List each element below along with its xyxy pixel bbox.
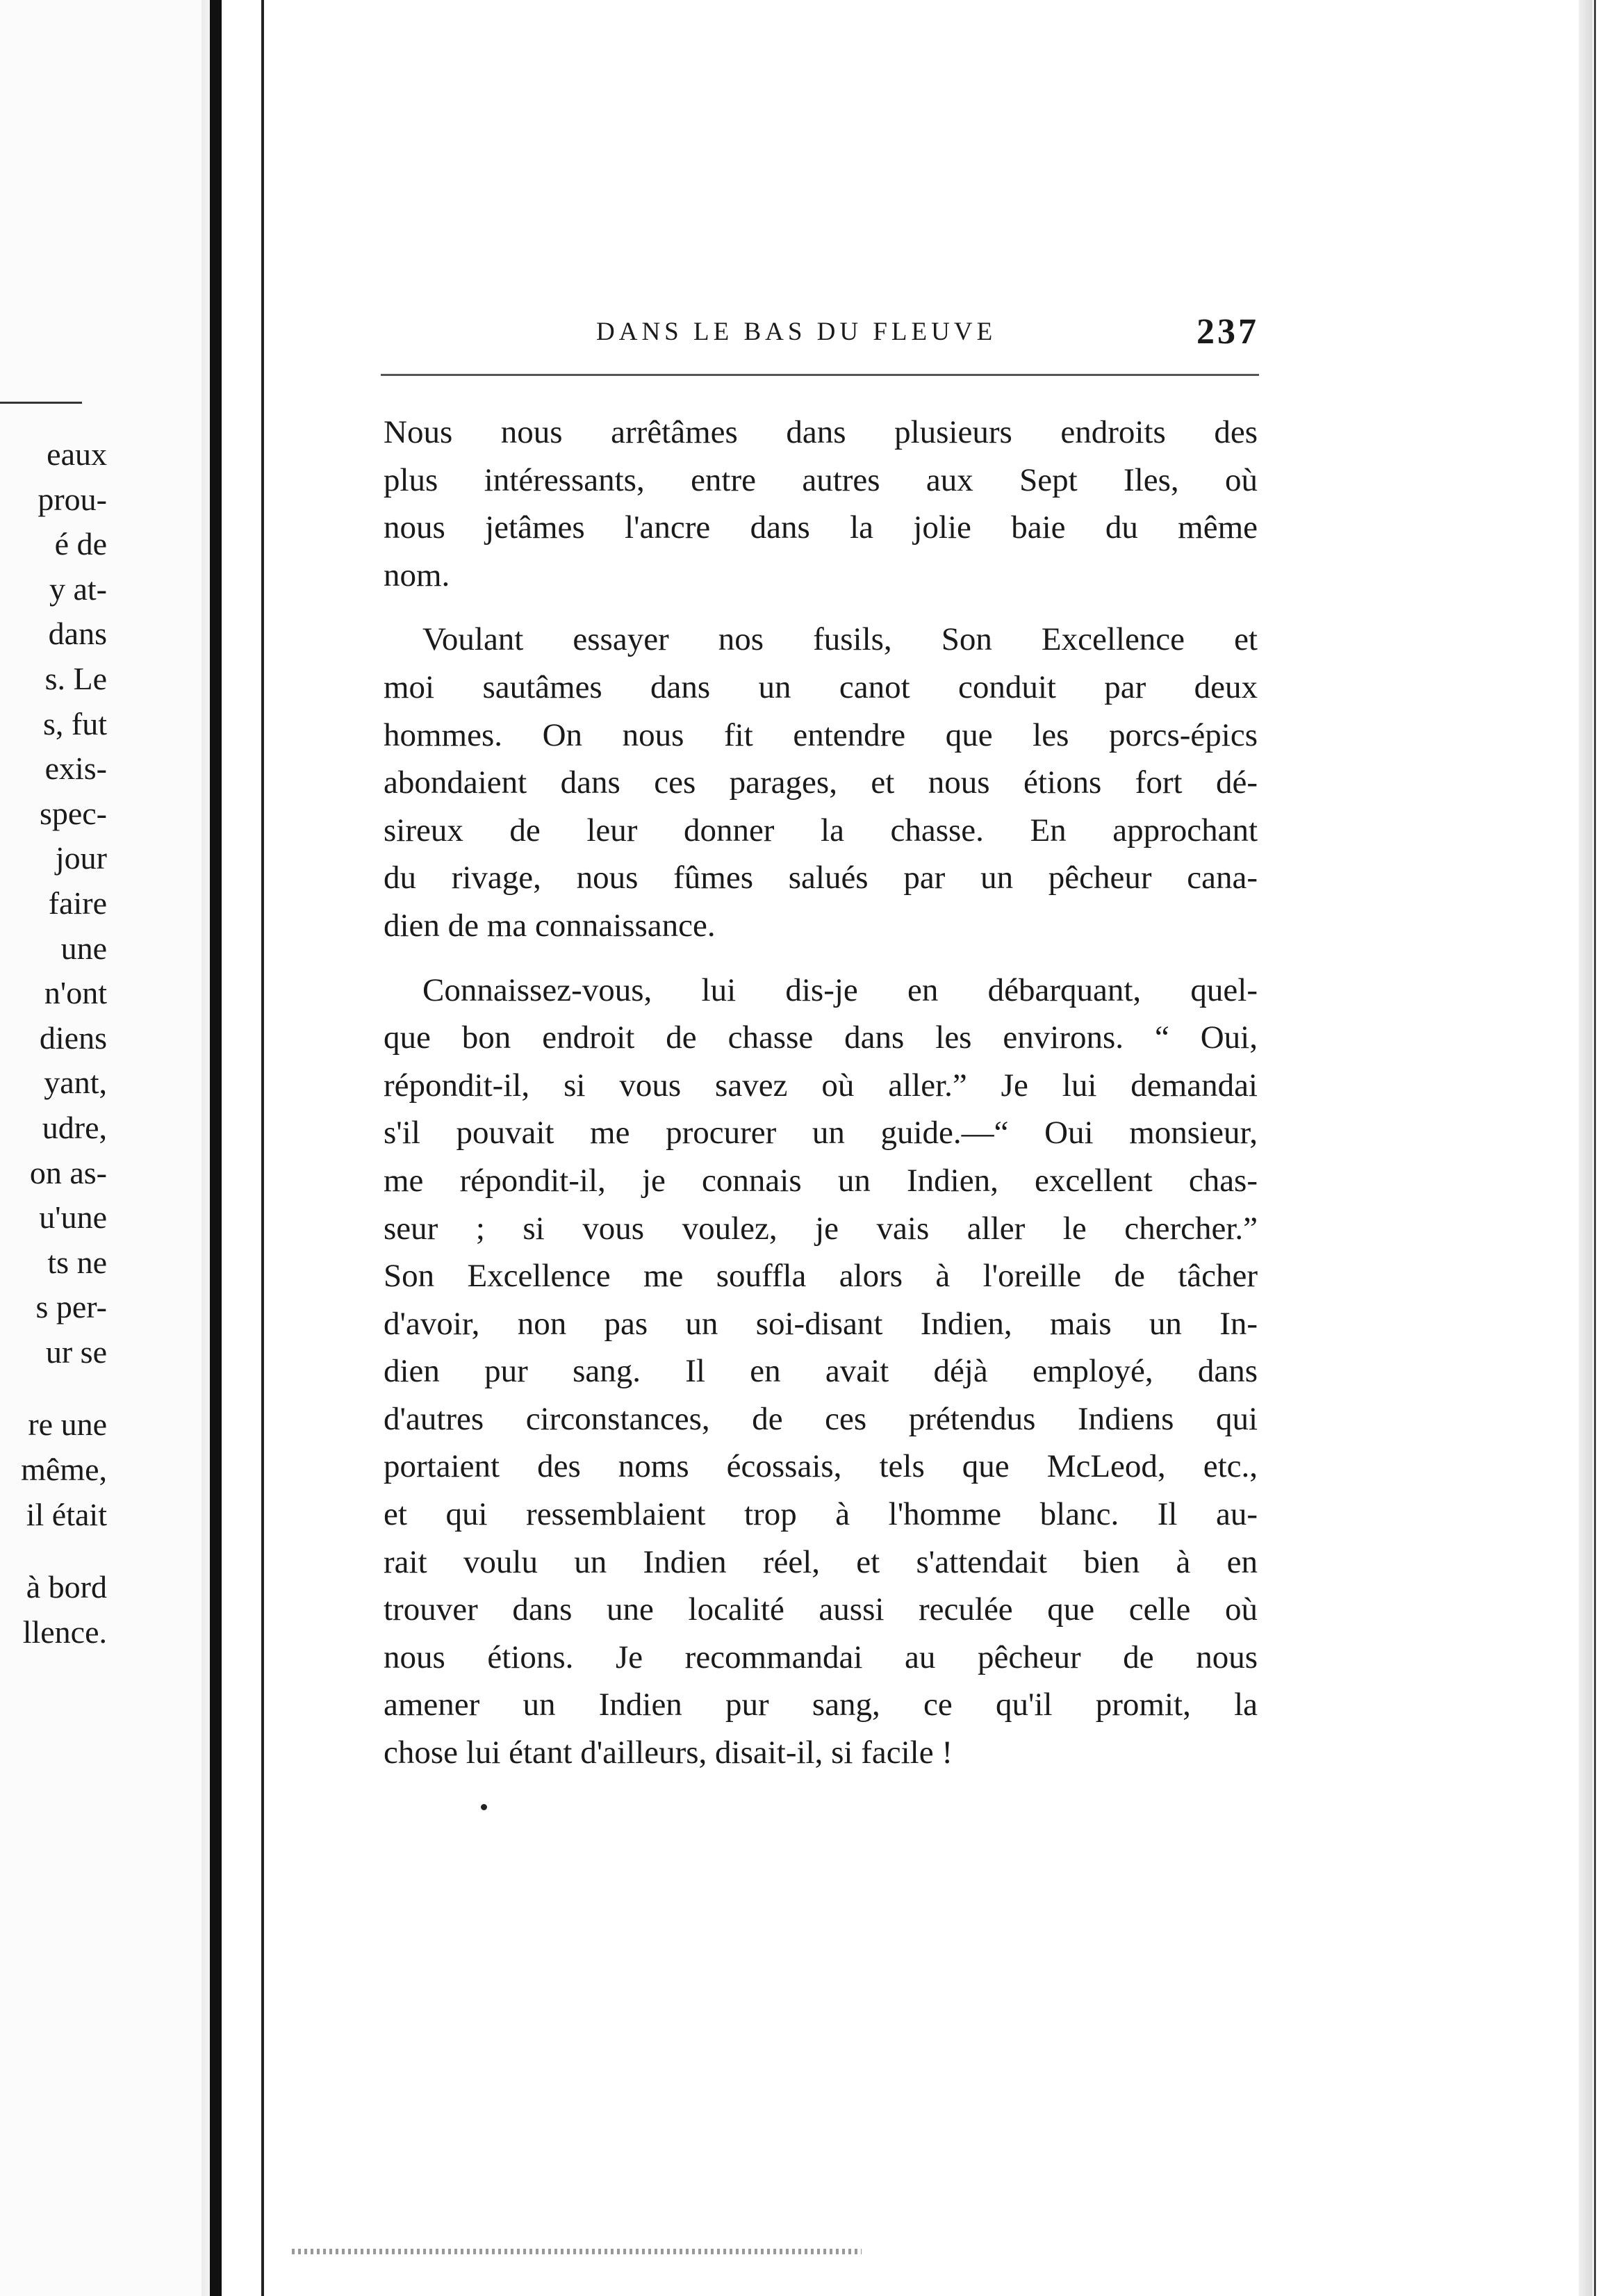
text-line: Voulant essayer nos fusils, Son Excellence et bbox=[422, 621, 1258, 658]
facing-page-line: n'ont bbox=[44, 975, 107, 1011]
text-line: et qui ressemblaient trop à l'homme blanc. Il au- bbox=[384, 1496, 1258, 1533]
facing-page-line: jour bbox=[55, 840, 107, 876]
text-line: trouver dans une localité aussi reculée que celle où bbox=[384, 1591, 1258, 1628]
text-line: du rivage, nous fûmes salués par un pêcheur cana- bbox=[384, 860, 1258, 896]
text-line: rait voulu un Indien réel, et s'attendait bien à en bbox=[384, 1543, 1258, 1580]
text-line: seur ; si vous voulez, je vais aller le chercher.” bbox=[384, 1210, 1258, 1247]
text-line: moi sautâmes dans un canot conduit par deux bbox=[384, 669, 1258, 705]
facing-page-line: é de bbox=[54, 526, 107, 562]
text-line: que bon endroit de chasse dans les environs. “ Oui, bbox=[384, 1019, 1258, 1056]
facing-page-line: une bbox=[60, 930, 107, 966]
text-line: répondit-il, si vous savez où aller.” Je lui demandai bbox=[384, 1067, 1258, 1104]
facing-page-line: yant, bbox=[44, 1065, 107, 1101]
running-title: DANS LE BAS DU FLEUVE bbox=[596, 318, 997, 346]
facing-page-line: re une bbox=[28, 1407, 107, 1443]
text-line: portaient des noms écossais, tels que McLeod, etc., bbox=[384, 1448, 1258, 1485]
facing-page-line: faire bbox=[48, 885, 107, 921]
facing-page-line: à bord bbox=[26, 1569, 107, 1605]
page-number: 237 bbox=[1196, 312, 1259, 352]
facing-page-line: ts ne bbox=[47, 1244, 107, 1280]
facing-page-rule bbox=[0, 402, 82, 404]
text-line: amener un Indien pur sang, ce qu'il promit, la bbox=[384, 1687, 1258, 1723]
facing-page-left bbox=[0, 0, 210, 2296]
text-line: hommes. On nous fit entendre que les porcs-épics bbox=[384, 716, 1258, 753]
text-line: d'avoir, non pas un soi-disant Indien, mais un In- bbox=[384, 1305, 1258, 1342]
facing-page-line: s, fut bbox=[43, 705, 107, 741]
text-line: nous étions. Je recommandai au pêcheur de nous bbox=[384, 1639, 1258, 1675]
facing-page-line: exis- bbox=[44, 751, 107, 787]
facing-page-line: dans bbox=[48, 616, 107, 652]
facing-page-line: s. Le bbox=[44, 660, 107, 696]
facing-page-line: u'une bbox=[39, 1199, 107, 1236]
text-line: Son Excellence me souffla alors à l'oreille de tâcher bbox=[384, 1258, 1258, 1295]
text-line: dien de ma connaissance. bbox=[384, 907, 716, 944]
paragraph bbox=[384, 409, 1258, 599]
text-line: chose lui étant d'ailleurs, disait-il, si facile ! bbox=[384, 1735, 953, 1771]
text-line: plus intéressants, entre autres aux Sept Iles, où bbox=[384, 461, 1258, 498]
facing-page-line: prou- bbox=[38, 481, 107, 517]
ink-speck bbox=[481, 1804, 487, 1810]
facing-page-line: diens bbox=[39, 1019, 107, 1056]
text-line: abondaient dans ces parages, et nous étions fort dé- bbox=[384, 764, 1258, 801]
page-edge-right bbox=[1579, 0, 1593, 2296]
body-text bbox=[384, 409, 1258, 1794]
facing-page-line bbox=[0, 1537, 107, 1565]
text-line: dien pur sang. Il en avait déjà employé, dans bbox=[384, 1353, 1258, 1390]
scan-artifact bbox=[292, 2249, 862, 2254]
text-line: Nous nous arrêtâmes dans plusieurs endroits des bbox=[384, 414, 1258, 450]
header-rule bbox=[381, 374, 1259, 376]
facing-page-line bbox=[0, 1375, 107, 1402]
facing-page-line: on as- bbox=[29, 1154, 107, 1190]
text-line: nom. bbox=[384, 557, 450, 593]
running-head bbox=[381, 311, 1259, 360]
text-line: sireux de leur donner la chasse. En approchant bbox=[384, 812, 1258, 848]
facing-page-line: y at- bbox=[49, 571, 107, 607]
facing-page-text bbox=[0, 432, 107, 1655]
text-line: me répondit-il, je connais un Indien, excellent chas- bbox=[384, 1162, 1258, 1199]
paragraph bbox=[384, 616, 1258, 949]
facing-page-line: eaux bbox=[47, 436, 107, 472]
binding-edge bbox=[261, 0, 264, 2296]
text-line: nous jetâmes l'ancre dans la jolie baie du même bbox=[384, 509, 1258, 546]
facing-page-line: udre, bbox=[42, 1109, 107, 1145]
paragraph bbox=[384, 967, 1258, 1777]
facing-page-line: même, bbox=[21, 1452, 107, 1488]
text-line: s'il pouvait me procurer un guide.—“ Oui monsieur, bbox=[384, 1115, 1258, 1151]
facing-page-line: llence. bbox=[22, 1614, 107, 1650]
binding-bar bbox=[210, 0, 222, 2296]
facing-page-line: il était bbox=[26, 1496, 107, 1532]
page-edge-line bbox=[1594, 0, 1596, 2296]
facing-page-line: s per- bbox=[35, 1289, 107, 1325]
text-line: Connaissez-vous, lui dis-je en débarquant, quel- bbox=[422, 971, 1258, 1008]
facing-page-line: ur se bbox=[45, 1334, 107, 1370]
text-line: d'autres circonstances, de ces prétendus Indiens qui bbox=[384, 1400, 1258, 1437]
facing-page-line: spec- bbox=[39, 795, 107, 831]
